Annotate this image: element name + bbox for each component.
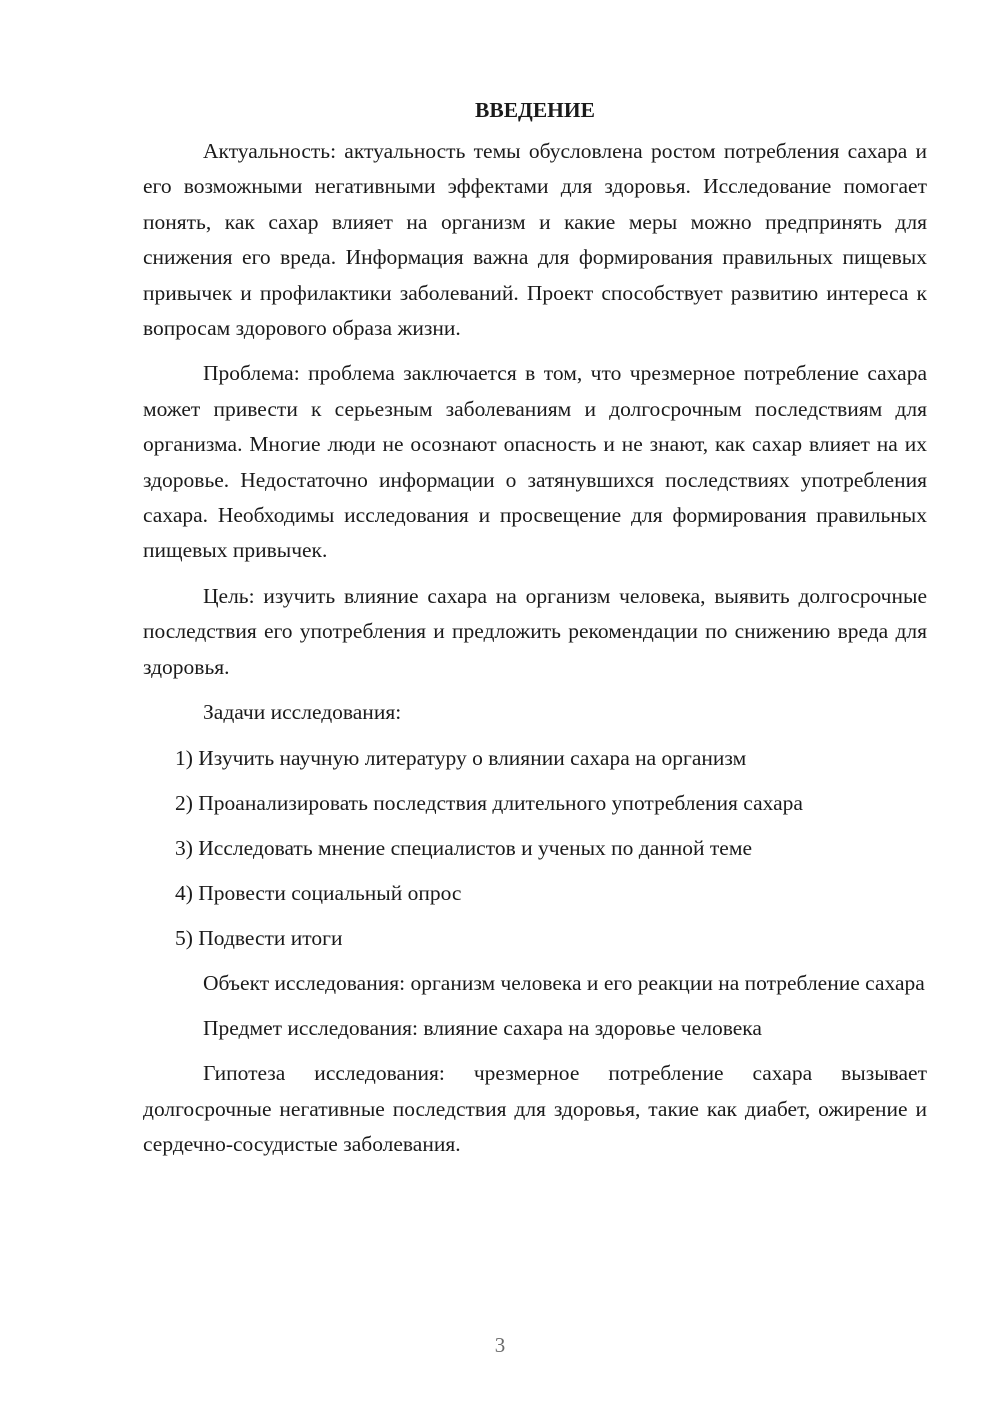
goal-paragraph: Цель: изучить влияние сахара на организм человека, выявить долгосрочные последствия его употребления и предложить рекомендации по снижению вреда для здоровья. [143,583,927,679]
page-content [143,93,927,1173]
object-paragraph: Объект исследования: организм человека и его реакции на потребление сахара [203,970,925,995]
task-item: 1) Изучить научную литературу о влиянии сахара на организм [175,745,747,770]
tasks-title: Задачи исследования: [203,700,402,725]
subject-paragraph: Предмет исследования: влияние сахара на здоровье человека [203,1015,762,1040]
hypothesis-paragraph: Гипотеза исследования: чрезмерное потребление сахара вызывает долгосрочные негативные последствия для здоровья, такие как диабет, ожирение и сердечно-сосудистые заболевания. [143,1061,927,1157]
task-item: 3) Исследовать мнение специалистов и ученых по данной теме [175,835,752,860]
task-item: 2) Проанализировать последствия длительного употребления сахара [175,790,803,815]
problem-paragraph: Проблема: проблема заключается в том, что чрезмерное потребление сахара может привести к серьезным заболеваниям и долгосрочным последствиям для организма. Многие люди не осознают опасность и не знают, как сахар влияет на их здоровье. Недостаточно информации о затянувшихся последствиях употребления сахара. Необходимы исследования и просвещение для формирования правильных пищевых привычек. [143,361,927,563]
task-item: 4) Провести социальный опрос [175,880,462,905]
relevance-paragraph: Актуальность: актуальность темы обусловлена ростом потребления сахара и его возможными негативными эффектами для здоровья. Исследование помогает понять, как сахар влияет на организм и какие меры можно предпринять для снижения его вреда. Информация важна для формирования правильных пищевых привычек и профилактики заболеваний. Проект способствует развитию интереса к вопросам здорового образа жизни. [143,139,927,341]
task-item: 5) Подвести итоги [175,925,343,950]
section-heading: ВВЕДЕНИЕ [475,98,595,122]
page-number: 3 [494,1333,506,1357]
tasks-list [143,741,927,956]
